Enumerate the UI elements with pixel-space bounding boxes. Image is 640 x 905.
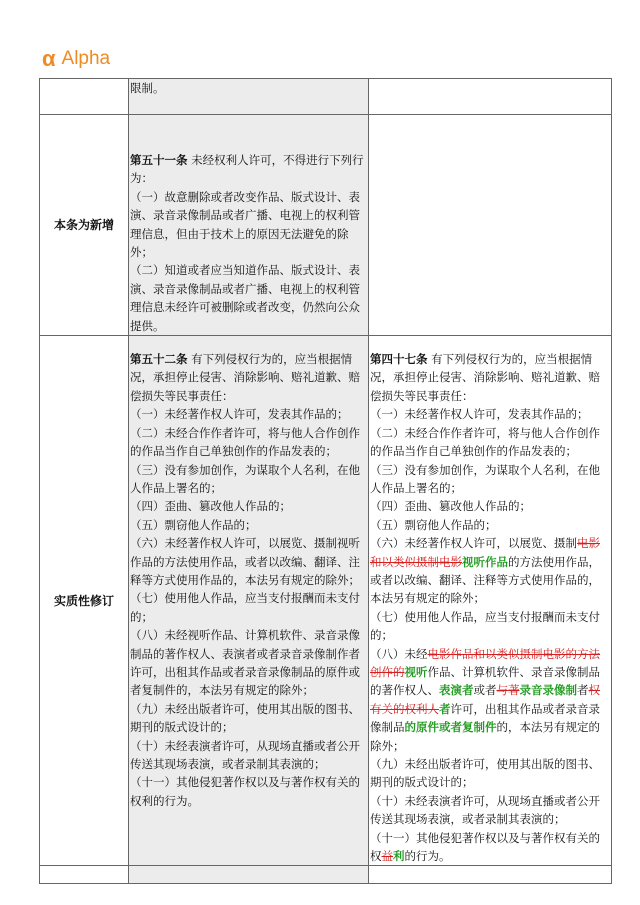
list-item: （三）没有参加创作，为谋取个人名利，在他人作品上署名的； [370,462,600,495]
comparison-table [39,78,612,884]
inserted-text: 视听作品 [462,554,508,569]
list-item: （三）没有参加创作，为谋取个人名利，在他人作品上署名的； [130,462,360,495]
list-item: （七）使用他人作品，应当支付报酬而未支付的； [130,591,360,624]
table-row [40,115,612,336]
list-item: （九）未经出版者许可，使用其出版的图书、期刊的版式设计的； [130,701,360,735]
new-law-cell [369,336,612,866]
article-title: 第四十七条 [370,352,428,367]
list-item: （十）未经表演者许可，从现场直播或者公开传送其现场表演，或者录制其表演的； [130,738,360,771]
inserted-text: 视听 [404,664,428,679]
alpha-logo-icon: α [42,46,56,71]
row-label-cell [40,79,129,115]
list-item: （五）剽窃他人作品的； [370,517,497,532]
new-law-cell [369,866,612,884]
old-law-cell [129,336,369,866]
inserted-text: 表演者 [439,683,474,698]
article-intro: 第四十七条 有下列侵权行为的，应当根据情况，承担停止侵害、消除影响、赔礼道歉、赔偿损失等民事责任： [370,352,600,403]
new-law-cell [369,79,612,115]
list-item: （七）使用他人作品，应当支付报酬而未支付的； [370,609,600,643]
old-law-cell [129,115,369,336]
row-label-cell [40,866,129,884]
list-item: （二）未经合作作者许可，将与他人合作创作的作品当作自己单独创作的作品发表的； [130,425,360,459]
article-title: 第五十二条 [130,352,188,367]
alpha-logo [42,48,110,70]
list-item: （八）未经视听作品、计算机软件、录音录像制品的著作权人、表演者或者录音录像制作者许可，出租其作品或者录音录像制品的原件或者复制件的，本法另有规定的除外； [130,628,360,698]
list-item: （一）故意删除或者改变作品、版式设计、表演、录音录像制品或者广播、电视上的权利管理信息，但由于技术上的原因无法避免的除外； [130,189,360,260]
deleted-text: 与著 [496,683,520,698]
deleted-text: 权有关的权利人 [370,683,600,716]
alpha-logo-text: Alpha [61,48,111,69]
row-label-cell: 实质性修订 [40,336,129,866]
article-intro: 第五十一条 未经权利人许可，不得进行下列行为： [130,153,364,186]
inserted-text: 的原件或者复制件 [404,720,497,735]
row-label-cell: 本条为新增 [40,115,129,336]
old-law-cell [129,866,369,884]
old-text: 限制。 [130,81,165,95]
list-item: （一）未经著作权人许可，发表其作品的； [130,407,349,422]
list-item: （六）未经著作权人许可，以展览、摄制视听作品的方法使用作品，或者以改编、翻译、注释等方式使用作品的，本法另有规定的除外； [130,536,360,587]
inserted-text: 录音录像制 [519,683,577,698]
article-intro: 第五十二条 有下列侵权行为的，应当根据情况，承担停止侵害、消除影响、赔礼道歉、赔偿损失等民事责任： [130,352,360,403]
old-law-cell [129,79,369,115]
list-item: （六）未经著作权人许可，以展览、摄制电影和以类似摄制电影视听作品的方法使用作品，或者以改编、翻译、注释等方式使用作品的，本法另有规定的除外； [370,536,600,606]
list-item: （一）未经著作权人许可，发表其作品的； [370,407,589,422]
article-title: 第五十一条 [130,153,188,167]
inserted-text: 者 [439,701,451,716]
list-item: （四）歪曲、篡改他人作品的； [130,499,291,514]
list-item: （九）未经出版者许可，使用其出版的图书、期刊的版式设计的； [370,757,600,790]
list-item: （十）未经表演者许可，从现场直播或者公开传送其现场表演，或者录制其表演的； [370,793,600,827]
list-item: （十一）其他侵犯著作权以及与著作权有关的权益利的行为。 [370,830,600,864]
table-row [40,866,612,884]
inserted-text: 利 [393,849,405,864]
list-item: （八）未经电影作品和以类似摄制电影的方法创作的视听作品、计算机软件、录音录像制品的著作权人、表演者或者与著录音录像制者权有关的权利人者许可，出租其作品或者录音录像制品的原件或者复制件的，本法另有规定的除外； [370,646,600,753]
table-row [40,79,612,115]
list-item: （二）知道或者应当知道作品、版式设计、表演、录音录像制品或者广播、电视上的权利管理信息未经许可被删除或者改变，仍然向公众提供。 [130,263,360,333]
deleted-text: 电影和以类似摄制电影 [370,536,600,569]
list-item: （二）未经合作作者许可，将与他人合作创作的作品当作自己单独创作的作品发表的； [370,425,600,459]
list-item: （五）剽窃他人作品的； [130,517,257,532]
table-row [40,336,612,866]
deleted-text: 电影作品和以类似摄制电影的方法创作的 [370,646,600,679]
new-law-cell [369,115,612,336]
deleted-text: 益 [381,849,393,864]
list-item: （十一）其他侵犯著作权以及与著作权有关的权利的行为。 [130,775,360,808]
list-item: （四）歪曲、篡改他人作品的； [370,499,531,514]
